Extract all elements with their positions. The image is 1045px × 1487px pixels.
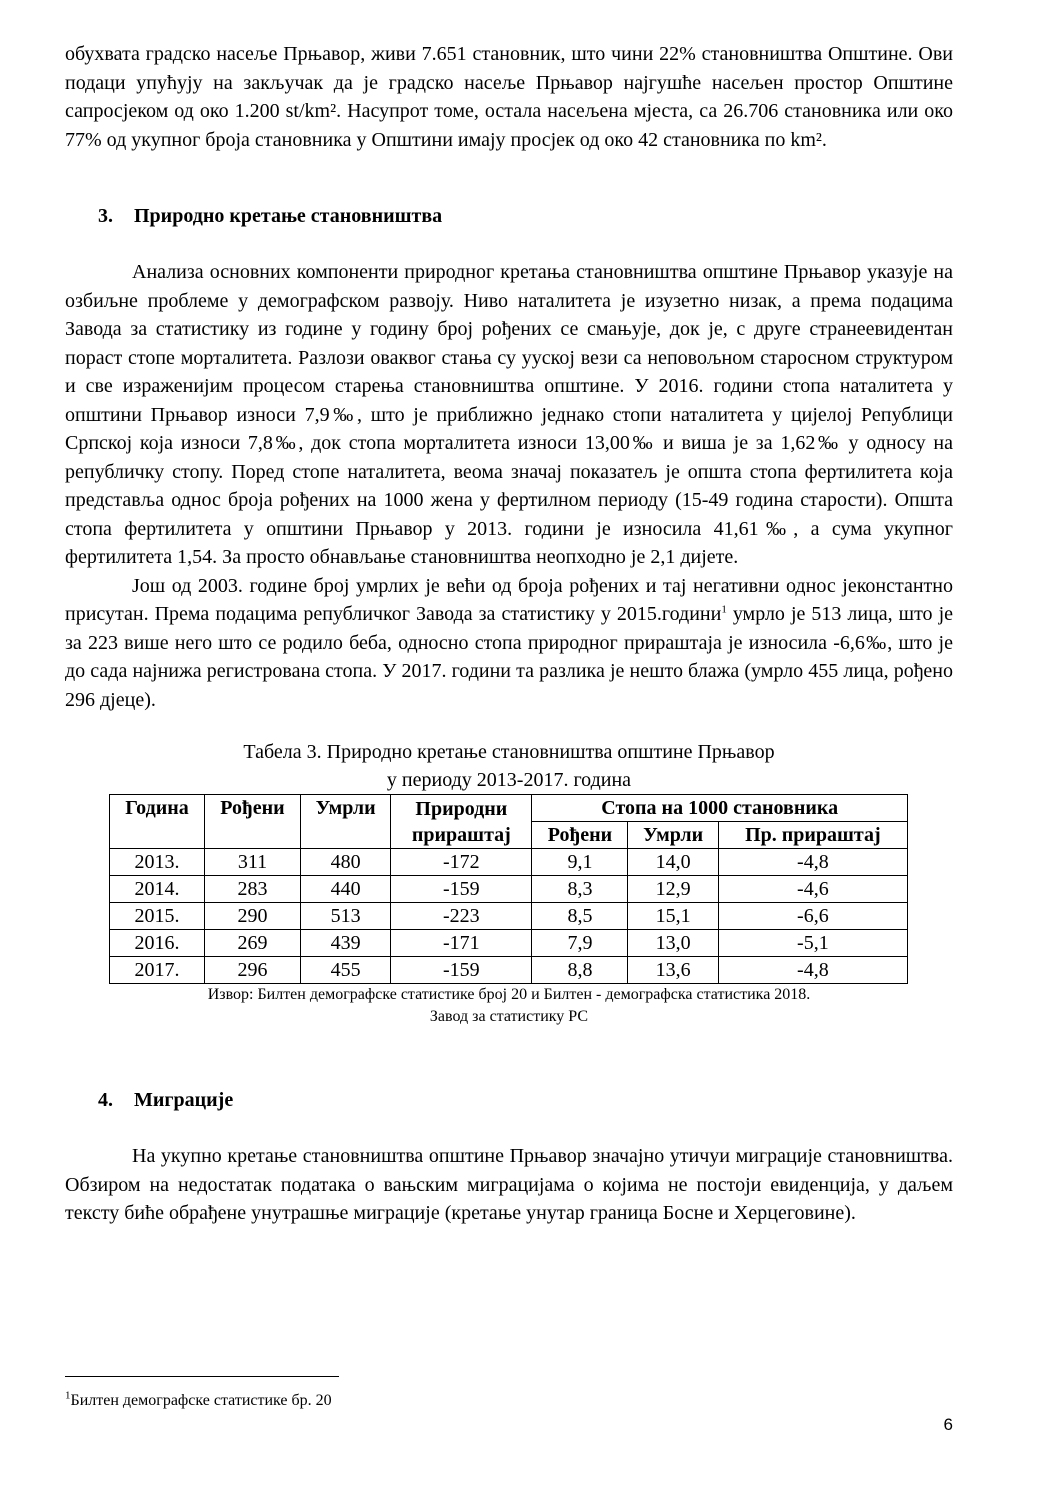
header-natural-increase-line-2: прираштај <box>411 823 511 846</box>
cell-year: 2017. <box>110 957 205 984</box>
table-row <box>110 957 908 984</box>
section-3-heading <box>65 202 953 230</box>
section-4-heading <box>65 1086 953 1114</box>
cell-rate-increase: -4,8 <box>718 957 907 984</box>
table-row <box>110 930 908 957</box>
cell-natural-increase: -223 <box>391 903 532 930</box>
header-rate-died: Умрли <box>628 822 718 849</box>
table-row <box>110 849 908 876</box>
cell-year: 2015. <box>110 903 205 930</box>
section-4-title: Миграције <box>134 1089 234 1111</box>
cell-natural-increase: -171 <box>391 930 532 957</box>
cell-rate-born: 9,1 <box>532 849 628 876</box>
cell-died: 440 <box>300 876 390 903</box>
table-row <box>110 903 908 930</box>
footnote-divider <box>65 1376 339 1377</box>
cell-rate-increase: -4,8 <box>718 849 907 876</box>
paragraph-2-part-b: умрло је 513 лица, што је за 223 више него што се родило беба, односно стопа природног прираштаја је износила -6,6‰, што је до сада најнижа регистрована стопа. У 2017. години та разлика је нешто блажа (умрло 455 лица, рођено 296 дјеце). <box>65 603 953 711</box>
header-rate-increase: Пр. прираштај <box>718 822 907 849</box>
cell-natural-increase: -159 <box>391 957 532 984</box>
cell-born: 290 <box>204 903 300 930</box>
table-source-line-2: Завод за статистику РС <box>429 1008 589 1025</box>
cell-rate-increase: -5,1 <box>718 930 907 957</box>
section-3-number: 3. <box>98 205 113 227</box>
page-number: 6 <box>943 1415 953 1434</box>
table-source <box>65 984 953 1028</box>
header-natural-increase <box>391 795 532 849</box>
cell-died: 480 <box>300 849 390 876</box>
cell-born: 296 <box>204 957 300 984</box>
header-born: Рођени <box>204 795 300 849</box>
cell-rate-died: 13,6 <box>628 957 718 984</box>
cell-rate-died: 15,1 <box>628 903 718 930</box>
cell-rate-born: 8,3 <box>532 876 628 903</box>
cell-natural-increase: -172 <box>391 849 532 876</box>
cell-rate-died: 13,0 <box>628 930 718 957</box>
intro-paragraph: обухвата градско насеље Прњавор, живи 7.651 становник, што чини 22% становништва Општине. Ови подаци упућују на закључак да је градско насеље Прњавор најгушће насељен простор Општине сапросјеком од око 1.200 st/km². Насупрот томе, остала насељена мјеста, са 26.706 становника или око 77% од укупног броја становника у Општини имају просјек од око 42 становника по km². <box>65 43 953 151</box>
cell-born: 283 <box>204 876 300 903</box>
footnote-reference: 1 <box>721 603 727 616</box>
footnote-mark: 1 <box>65 1389 71 1402</box>
cell-born: 269 <box>204 930 300 957</box>
table-caption <box>65 738 953 794</box>
header-died: Умрли <box>300 795 390 849</box>
header-rate-born: Рођени <box>532 822 628 849</box>
table-source-line-1: Извор: Билтен демографске статистике број 20 и Билтен - демографска статистика 2018. <box>207 986 811 1003</box>
cell-rate-died: 12,9 <box>628 876 718 903</box>
cell-died: 455 <box>300 957 390 984</box>
table-caption-line-2: у периоду 2013-2017. година <box>386 769 632 791</box>
table-row <box>110 876 908 903</box>
cell-rate-born: 8,8 <box>532 957 628 984</box>
section-3-paragraph-2 <box>65 572 953 715</box>
cell-year: 2014. <box>110 876 205 903</box>
cell-rate-increase: -4,6 <box>718 876 907 903</box>
footnote <box>65 1390 332 1412</box>
cell-rate-born: 8,5 <box>532 903 628 930</box>
cell-died: 513 <box>300 903 390 930</box>
cell-year: 2016. <box>110 930 205 957</box>
cell-rate-died: 14,0 <box>628 849 718 876</box>
cell-rate-born: 7,9 <box>532 930 628 957</box>
cell-born: 311 <box>204 849 300 876</box>
document-page <box>65 40 953 1228</box>
paragraph-2-part-a: Још од 2003. године број умрлих је већи од броја рођених и тај негативни однос јеконстантно присутан. Према подацима републичког Завода за статистику у 2015.години <box>65 574 953 625</box>
section-4-paragraph-1: На укупно кретање становништва општине Прњавор значајно утичуи миграције становништва. Обзиром на недостатак података о вањским миграцијама о којима не постоји евиденција, у даљем тексту биће обрађене унутрашње миграције (кретање унутар граница Босне и Херцеговине). <box>65 1145 953 1224</box>
header-natural-increase-line-1: Природни <box>415 797 508 820</box>
cell-natural-increase: -159 <box>391 876 532 903</box>
cell-year: 2013. <box>110 849 205 876</box>
section-3-title: Природно кретање становништва <box>134 205 443 227</box>
table-caption-line-1: Табела 3. Природно кретање становништва општине Прњавор <box>243 741 775 763</box>
cell-rate-increase: -6,6 <box>718 903 907 930</box>
section-4-number: 4. <box>98 1089 113 1111</box>
population-table <box>109 794 908 984</box>
footnote-text: Билтен демографске статистике бр. 20 <box>70 1392 332 1409</box>
header-year: Година <box>110 795 205 849</box>
cell-died: 439 <box>300 930 390 957</box>
header-rate-group: Стопа на 1000 становника <box>532 795 908 822</box>
section-3-paragraph-1: Анализа основних компоненти природног кретања становништва општине Прњавор указује на озбиљне проблеме у демографском развоју. Ниво наталитета је изузетно низак, а према подацима Завода за статистику из године у годину број рођених се смањује, док је, с друге странеевидентан пораст стопе морталитета. Разлози оваквог стања су ууској вези са неповољном старосном структуром и све израженијим процесом старења становништва општине. У 2016. години стопа наталитета у општини Прњавор износи 7,9‰, што је приближно једнако стопи наталитета у цијелој Републици Српској која износи 7,8‰, док стопа морталитета износи 13,00‰ и виша је за 1,62‰ у односу на републичку стопу. Поред стопе наталитета, веома значај показатељ је општа стопа фертилитета која представља однос броја рођених на 1000 жена у фертилном периоду (15-49 година старости). Општа стопа фертилитета у општини Прњавор у 2013. години је износила 41,61‰, а сума укупног фертилитета 1,54. За просто обнављање становништва неопходно је 2,1 дијете. <box>65 261 953 568</box>
